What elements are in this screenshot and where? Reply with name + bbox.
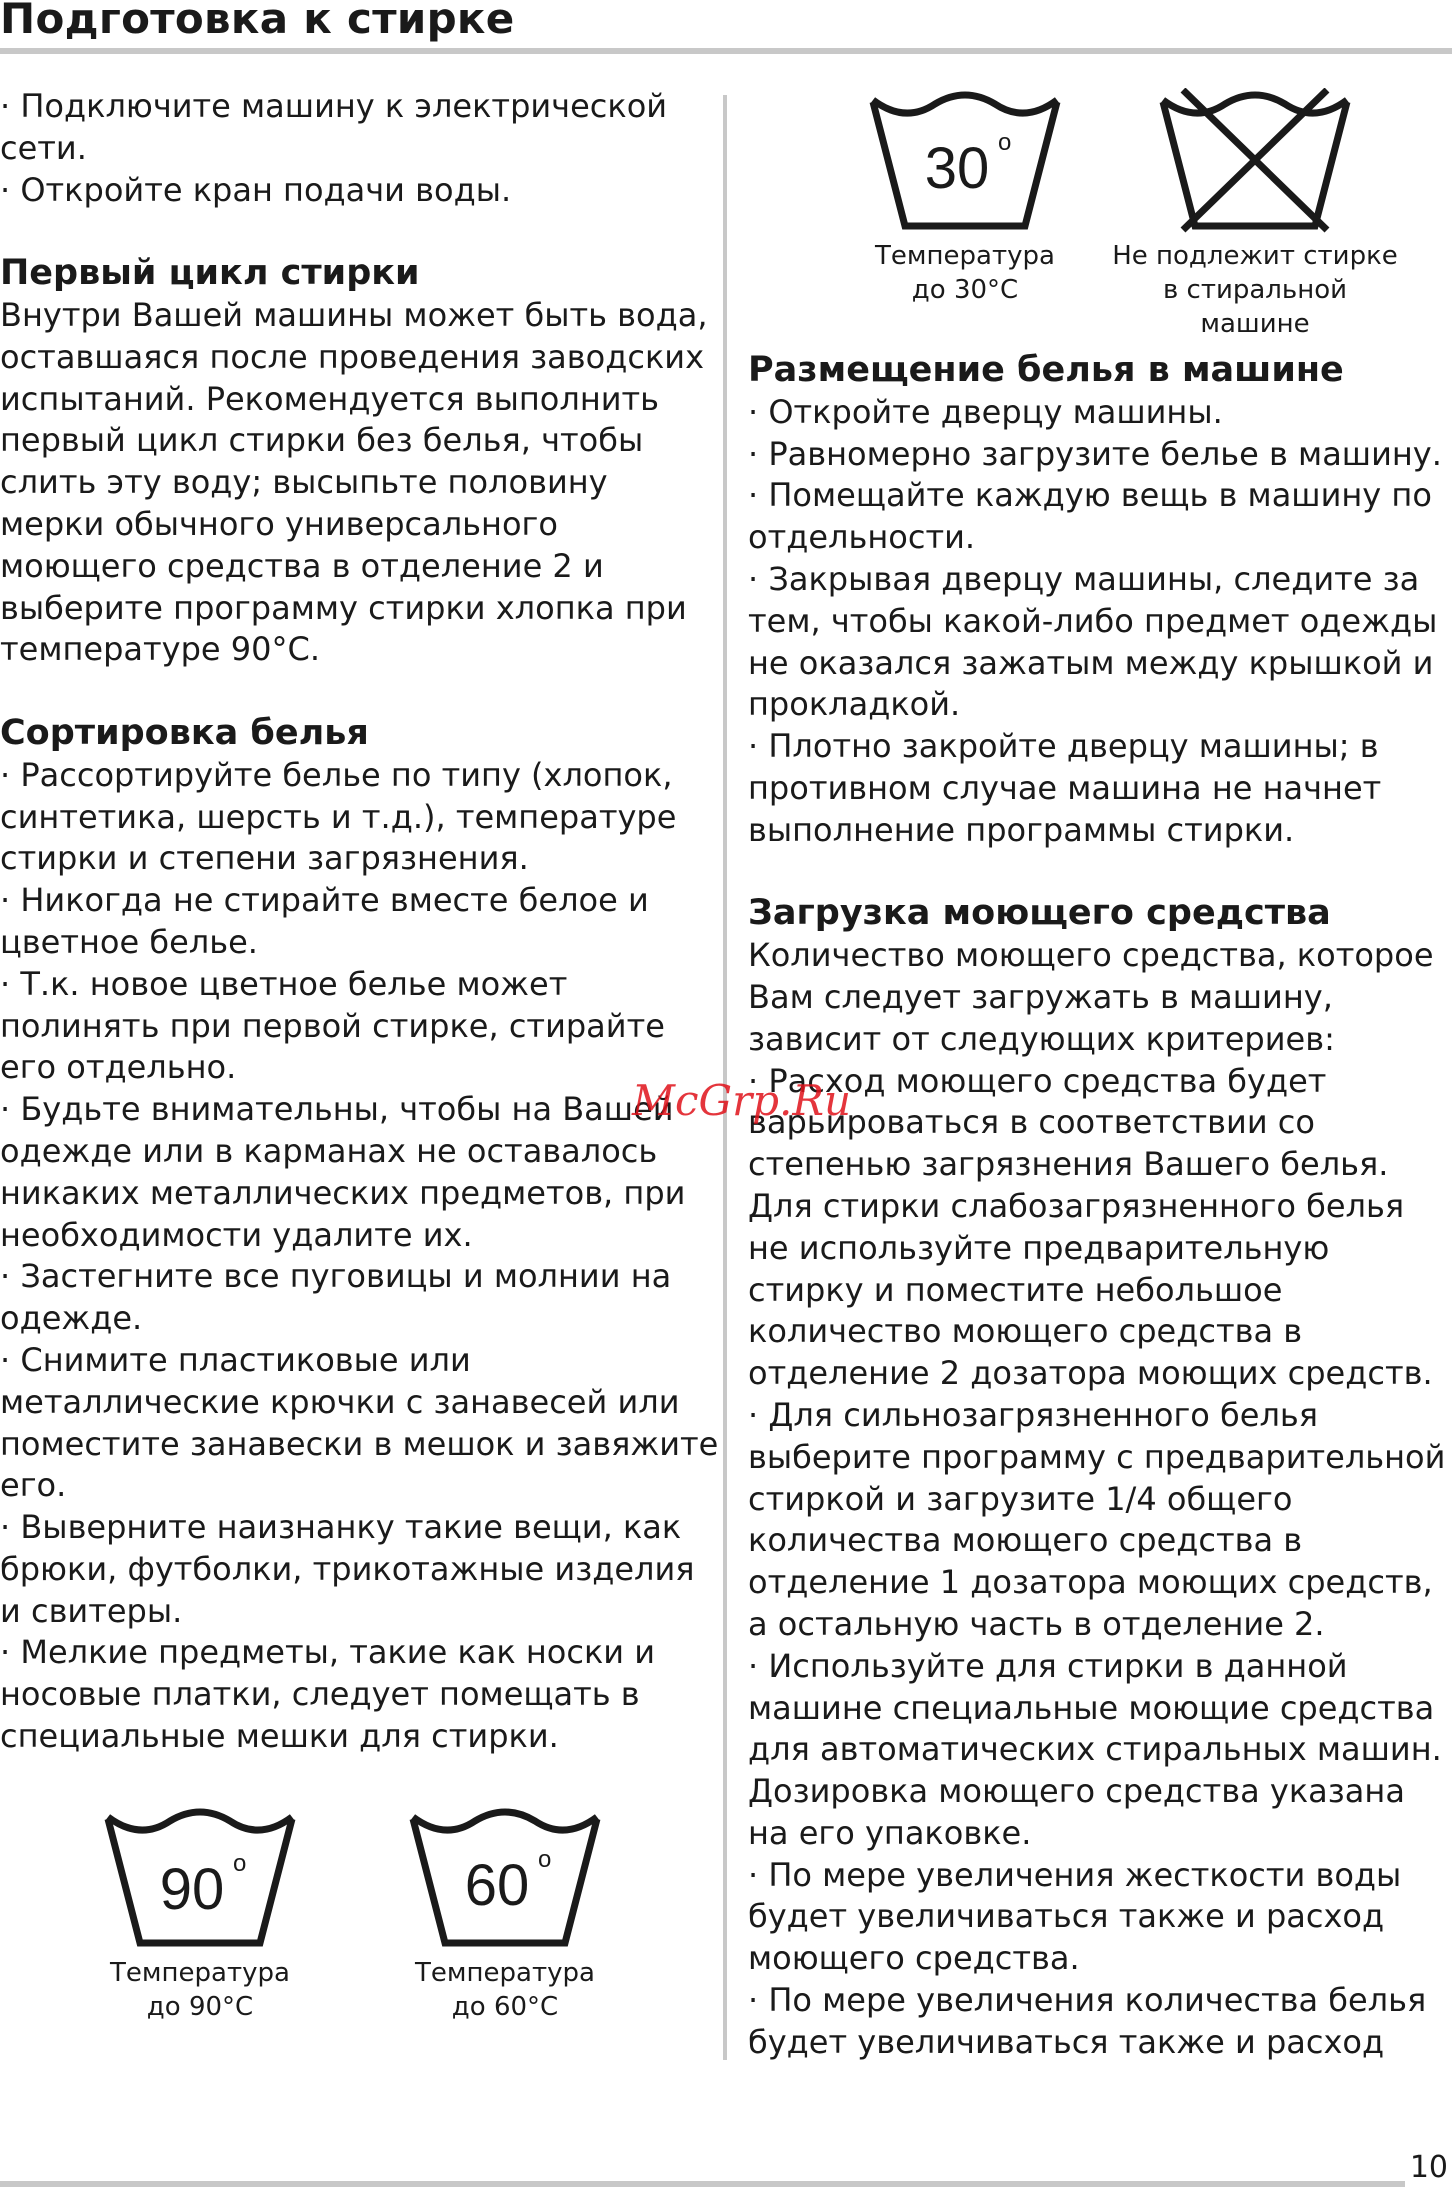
no-machine-wash-icon	[1155, 88, 1355, 233]
list-item: · Т.к. новое цветное белье может полинять при первой стирке, стирайте его отдельно.	[0, 964, 665, 1087]
wash-symbol-60	[380, 1805, 630, 2024]
list-item: · Будьте внимательны, чтобы на Вашей одежде или в карманах не оставалось никаких металлических предметов, при необходимости удалите их.	[0, 1090, 686, 1254]
list-item: · Откройте кран подачи воды.	[0, 170, 512, 209]
list-item: · По мере увеличения жесткости воды будет увеличиваться также и расход моющего средства.	[748, 1855, 1402, 1978]
symbol-caption: Температура до 90°С	[110, 1958, 290, 2022]
header-rule	[0, 48, 1452, 54]
left-column	[0, 86, 720, 1758]
page-title: Подготовка к стирке	[0, 0, 515, 43]
list-item: · Равномерно загрузите белье в машину.	[748, 434, 1442, 473]
svg-text:o: o	[233, 1850, 247, 1877]
right-column	[748, 350, 1452, 2064]
list-item: · Подключите машину к электрической сети.	[0, 87, 668, 167]
list-item: · Снимите пластиковые или металлические крючки с занавесей или поместите занавески в мешок и завяжите его.	[0, 1340, 719, 1505]
symbol-caption: Температура до 60°С	[415, 1958, 595, 2022]
svg-text:30: 30	[924, 136, 990, 201]
footer-rule	[0, 2181, 1405, 2187]
watermark: McGrp.Ru	[632, 1076, 852, 1125]
wash-symbol-30	[840, 88, 1090, 307]
svg-text:o: o	[998, 129, 1012, 156]
section-heading-detergent: Загрузка моющего средства	[748, 893, 1331, 934]
svg-text:o: o	[538, 1846, 552, 1873]
list-item: · Используйте для стирки в данной машине специальные моющие средства для автоматических стиральных машин. Дозировка моющего средства указана на его упаковке.	[748, 1646, 1442, 1852]
section-heading-sorting: Сортировка белья	[0, 712, 369, 753]
list-item: · Для сильнозагрязненного белья выберите программу с предварительной стиркой и загрузите 1/4 общего количества моющего средства в отделение 1 дозатора моющих средств, а остальную часть в отделение 2.	[748, 1395, 1446, 1643]
section-heading-loading: Размещение белья в машине	[748, 350, 1344, 390]
list-item: · Помещайте каждую вещь в машину по отдельности.	[748, 476, 1432, 557]
section-heading-first-cycle: Первый цикл стирки	[0, 253, 420, 294]
list-item: · Рассортируйте белье по типу (хлопок, синтетика, шерсть и т.д.), температуре стирки и степени загрязнения.	[0, 755, 677, 878]
list-item: · Выверните наизнанку такие вещи, как брюки, футболки, трикотажные изделия и свитеры.	[0, 1508, 695, 1630]
symbol-caption: Температура до 30°С	[875, 241, 1055, 305]
detergent-intro: Количество моющего средства, которое Вам следует загружать в машину, зависит от следующих критериев:	[748, 936, 1434, 1058]
svg-text:60: 60	[464, 1853, 530, 1918]
wash-tub-30-icon	[865, 88, 1065, 233]
list-item: · Никогда не стирайте вместе белое и цветное белье.	[0, 881, 649, 961]
wash-tub-90-icon	[100, 1805, 300, 1950]
list-item: · Застегните все пуговицы и молнии на одежде.	[0, 1257, 672, 1338]
svg-text:90: 90	[159, 1857, 225, 1922]
list-item: · По мере увеличения количества белья будет увеличиваться также и расход	[748, 1981, 1427, 2061]
list-item: · Откройте дверцу машины.	[748, 392, 1223, 431]
first-cycle-text: Внутри Вашей машины может быть вода, оставшаяся после проведения заводских испытаний. Рекомендуется выполнить первый цикл стирки без белья, чтобы слить эту воду; высыпьте половину мерки обычного универсального моющего средства в отделение 2 и выберите программу стирки хлопка при температуре 90°С.	[0, 295, 708, 669]
list-item: · Закрывая дверцу машины, следите за тем, чтобы какой-либо предмет одежды не оказался зажатым между крышкой и прокладкой.	[748, 559, 1438, 724]
wash-symbol-no-machine	[1105, 88, 1405, 341]
wash-symbol-90	[75, 1805, 325, 2024]
page-number: 10	[1409, 2150, 1448, 2185]
list-item: · Плотно закройте дверцу машины; в противном случае машина не начнет выполнение программы стирки.	[748, 727, 1382, 849]
wash-tub-60-icon	[405, 1805, 605, 1950]
symbol-caption: Не подлежит стирке в стиральной машине	[1112, 241, 1398, 339]
list-item: · Мелкие предметы, такие как носки и носовые платки, следует помещать в специальные мешки для стирки.	[0, 1633, 656, 1756]
list-item: · Расход моющего средства будет варьироваться в соответствии со степенью загрязнения Вашего белья. Для стирки слабозагрязненного белья не используйте предварительную стирку и поместите небольшое количество моющего средства в отделение 2 дозатора моющих средств.	[748, 1061, 1433, 1393]
